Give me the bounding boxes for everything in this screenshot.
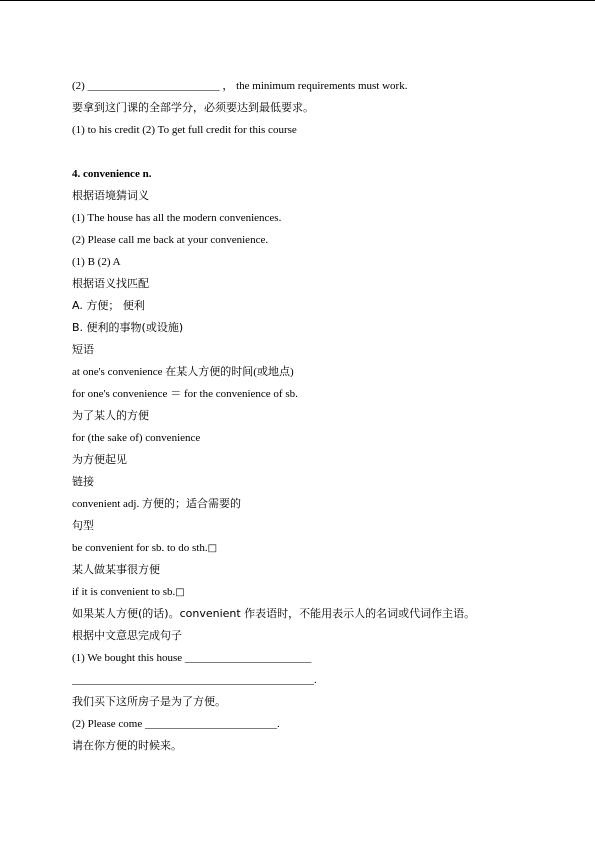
section-heading: 4. convenience n. (72, 168, 152, 180)
subheading: 根据中文意思完成句子 (72, 629, 182, 642)
exercise-line: (2) Please come ________________________. (72, 718, 280, 730)
translation-line: 某人做某事很方便 (72, 563, 160, 576)
exercise-line: (1) We bought this house _______________________ (72, 652, 312, 664)
pattern-line: if it is convenient to sb.□ (72, 586, 185, 598)
phrase-line: for (the sake of) convenience (72, 432, 201, 444)
pattern-line: be convenient for sb. to do sth.□ (72, 542, 218, 554)
translation-line: 为方便起见 (72, 453, 127, 466)
translation-line: 请在你方便的时候来。 (72, 739, 182, 752)
phrase-line: for one's convenience ＝ for the convenience of sb. (72, 388, 298, 400)
answer-line: (1) B (2) A (72, 256, 121, 268)
translation-line: 要拿到这门课的全部学分，必须要达到最低要求。 (72, 101, 314, 114)
subheading: 句型 (72, 519, 94, 532)
example-line: (2) Please call me back at your convenience. (72, 234, 269, 246)
answer-line: (1) to his credit (2) To get full credit for this course (72, 124, 297, 136)
box-glyph: □ (175, 587, 185, 598)
option-line: A. 方便； 便利 (72, 299, 145, 312)
subheading: 链接 (72, 475, 94, 488)
phrase-line: at one's convenience 在某人方便的时间(或地点) (72, 366, 294, 378)
phrase-line: convenient adj. 方便的；适合需要的 (72, 498, 241, 510)
translation-line: 为了某人的方便 (72, 409, 149, 422)
subheading: 根据语义找匹配 (72, 277, 149, 290)
option-line: B. 便利的事物(或设施) (72, 321, 184, 334)
subheading: 短语 (72, 343, 94, 356)
example-line: (1) The house has all the modern conveniences. (72, 212, 282, 224)
exercise-line: ____________________________________________. (72, 674, 317, 686)
translation-line: 我们买下这所房子是为了方便。 (72, 695, 226, 708)
box-glyph: □ (207, 543, 218, 554)
note-line: 如果某人方便(的话)。convenient 作表语时，不能用表示人的名词或代词作主语。 (72, 607, 476, 620)
subheading: 根据语境猜词义 (72, 189, 149, 202)
exercise-line: (2) ________________________ ， the minimum requirements must work. (72, 80, 408, 92)
top-rule (0, 0, 595, 1)
